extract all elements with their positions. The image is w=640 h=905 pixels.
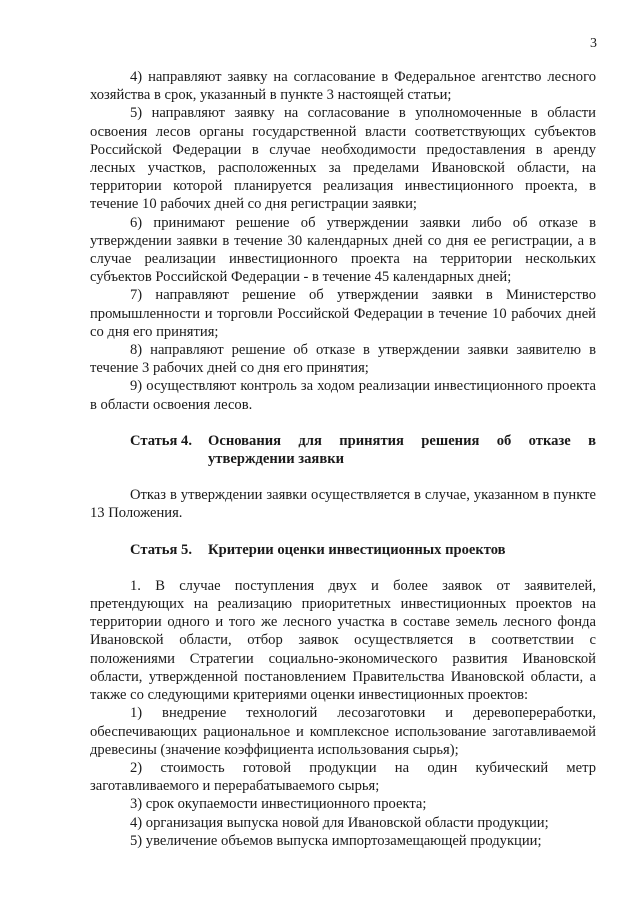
- article-5-title: Критерии оценки инвестиционных проектов: [208, 541, 506, 558]
- criteria-item: 5) увеличение объемов выпуска импортозамещающей продукции;: [130, 832, 542, 849]
- page-number: 3: [590, 36, 597, 51]
- criteria-item: 3) срок окупаемости инвестиционного проекта;: [130, 796, 427, 813]
- list-item: 7) направляют решение об утверждении заявки в Министерство промышленности и торговли Российской Федерации в течение 10 рабочих дней со дня его принятия;: [90, 287, 596, 340]
- list-item: 8) направляют решение об отказе в утверждении заявки заявителю в течение 3 рабочих дней со дня его принятия;: [90, 342, 596, 377]
- article-5-intro: 1. В случае поступления двух и более заявок от заявителей, претендующих на реализацию приоритетных инвестиционных проектов на территории одного и того же лесного участка в составе земель лесного фонда Ивановской области, отбор заявок осуществляется в соответствии с положениями Стратегии социально-экономического развития Ивановской области, утвержденной постановлением Правительства Ивановской области, а также со следующими критериями оценки инвестиционных проектов:: [90, 577, 596, 704]
- criteria-item: 2) стоимость готовой продукции на один кубический метр заготавливаемого и перерабатываемого сырья;: [90, 759, 596, 795]
- criteria-item: 4) организация выпуска новой для Ивановской области продукции;: [130, 814, 549, 831]
- article-5-heading: [90, 541, 596, 559]
- article-4-title: Основания для принятия решения об отказе в утверждении заявки: [208, 432, 596, 468]
- article-4-number: Статья 4.: [130, 432, 192, 449]
- list-item: 5) направляют заявку на согласование в уполномоченные в области освоения лесов органы государственной власти соответствующих субъектов Российской Федерации в случае необходимости предоставления в аренду лесных участков, расположенных за пределами Ивановской области, на территории которой планируется реализация инвестиционного проекта, в течение 10 рабочих дней со дня регистрации заявки;: [90, 105, 596, 213]
- article-4-text: Отказ в утверждении заявки осуществляется в случае, указанном в пункте 13 Положения.: [90, 487, 596, 522]
- criteria-item: 1) внедрение технологий лесозаготовки и деревопереработки, обеспечивающих рациональное и комплексное использование заготавливаемой древесины (значение коэффициента использования сырья);: [90, 705, 596, 758]
- article-4-heading: [90, 432, 596, 468]
- list-item: 9) осуществляют контроль за ходом реализации инвестиционного проекта в области освоения лесов.: [90, 378, 596, 413]
- list-item: 6) принимают решение об утверждении заявки либо об отказе в утверждении заявки в течение 30 календарных дней со дня ее регистрации, а в случае реализации инвестиционного проекта на территории нескольких субъектов Российской Федерации - в течение 45 календарных дней;: [90, 214, 596, 286]
- document-body: [90, 68, 596, 850]
- list-item: 4) направляют заявку на согласование в Федеральное агентство лесного хозяйства в срок, указанный в пункте 3 настоящей статьи;: [90, 69, 596, 104]
- article-5-number: Статья 5.: [130, 541, 192, 558]
